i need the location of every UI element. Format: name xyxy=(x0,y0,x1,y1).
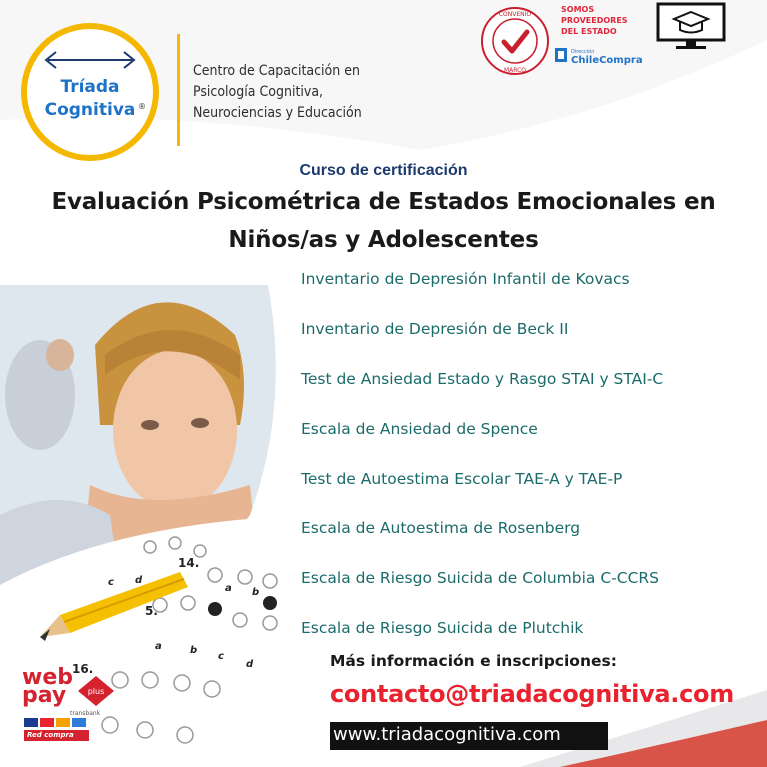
logo-divider xyxy=(177,34,180,146)
list-item: Escala de Riesgo Suicida de Columbia C-CCRS xyxy=(301,569,659,587)
svg-text:5.: 5. xyxy=(145,604,158,618)
webpay-plus: plus xyxy=(87,687,105,696)
chilecompra-small: Dirección xyxy=(571,49,595,55)
list-item: Test de Ansiedad Estado y Rasgo STAI y STAI-C xyxy=(301,370,664,388)
seal-top-text: CONVENIO xyxy=(498,11,532,18)
list-item: Escala de Riesgo Suicida de Plutchik xyxy=(301,619,584,637)
website-link[interactable]: www.triadacognitiva.com xyxy=(333,724,561,745)
chilecompra-name: ChileCompra xyxy=(571,55,643,66)
list-item: Inventario de Depresión Infantil de Kovacs xyxy=(301,270,630,288)
svg-text:14.: 14. xyxy=(178,556,200,570)
course-subtitle: Curso de certificación xyxy=(299,162,468,179)
list-item: Escala de Autoestima de Rosenberg xyxy=(301,519,581,537)
course-title-line2: Niños/as y Adolescentes xyxy=(228,227,539,253)
provider-line: SOMOS xyxy=(561,5,595,14)
svg-text:a: a xyxy=(225,583,232,594)
svg-text:a: a xyxy=(155,641,162,652)
webpay-web: web xyxy=(22,665,73,690)
tagline-line: Centro de Capacitación en xyxy=(193,63,360,79)
redcompra-badge: Red compra xyxy=(24,730,89,741)
tagline-line: Neurociencias y Educación xyxy=(193,105,362,121)
svg-text:c: c xyxy=(218,651,224,662)
seal-bottom-text: MARCO xyxy=(503,67,527,74)
logo-name-line1: Tríada xyxy=(60,77,120,97)
e-learning-icon xyxy=(656,2,726,50)
webpay-plus-badge xyxy=(78,676,114,706)
webpay-pay: pay xyxy=(22,683,67,708)
svg-text:c: c xyxy=(108,577,114,588)
list-item: Escala de Ansiedad de Spence xyxy=(301,420,538,438)
list-item: Inventario de Depresión de Beck II xyxy=(301,320,569,338)
brand-logo xyxy=(20,22,160,162)
tagline-line: Psicología Cognitiva, xyxy=(193,84,324,100)
proveedores-badge xyxy=(555,3,645,71)
convenio-marco-seal xyxy=(480,6,550,76)
course-title-line1: Evaluación Psicométrica de Estados Emocionales en xyxy=(51,189,716,215)
course-title xyxy=(0,183,767,259)
svg-text:d: d xyxy=(246,659,254,670)
registered-mark: ® xyxy=(138,102,146,111)
card-icons xyxy=(24,718,94,728)
svg-text:b: b xyxy=(190,645,198,656)
info-label: Más información e inscripciones: xyxy=(330,652,617,670)
provider-line: DEL ESTADO xyxy=(561,27,617,36)
list-item: Test de Autoestima Escolar TAE-A y TAE-P xyxy=(301,470,623,488)
contact-email-link[interactable]: contacto@triadacognitiva.com xyxy=(330,680,734,708)
webpay-logo xyxy=(20,665,120,746)
svg-text:b: b xyxy=(252,587,260,598)
chilecompra-logo xyxy=(555,44,645,70)
svg-text:16.: 16. xyxy=(72,662,94,676)
transbank-label: transbank xyxy=(70,710,101,717)
logo-name-line2: Cognitiva xyxy=(44,100,136,120)
brand-tagline xyxy=(193,61,362,124)
svg-text:d: d xyxy=(135,575,143,586)
provider-line: PROVEEDORES xyxy=(561,16,628,25)
